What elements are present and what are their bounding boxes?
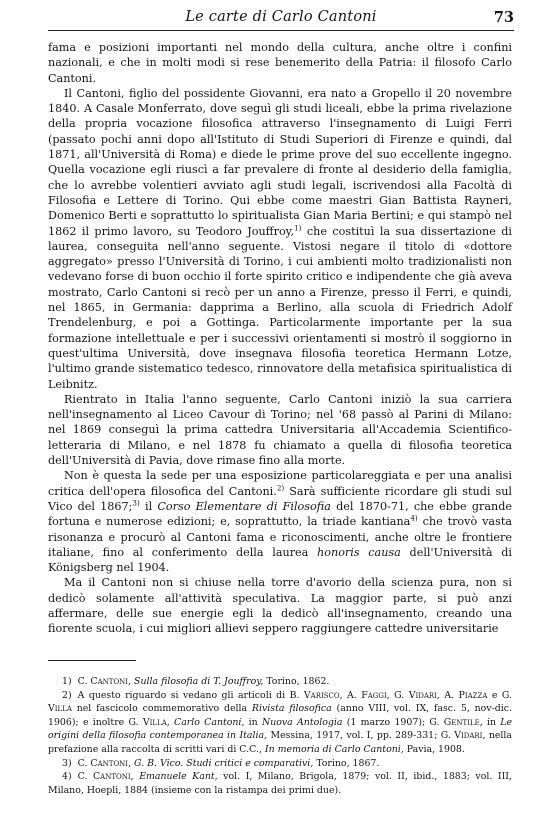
honoris-causa: honoris causa	[317, 545, 401, 559]
footnote-number: 3)	[62, 757, 72, 769]
footnote-author: B. Varisco, A. Faggi, G. Vidari, A. Piazza	[289, 689, 488, 701]
footnote-text: Messina, 1917, vol. I, pp. 289-331;	[267, 730, 441, 742]
paragraph-4-part-f: dell'Università di Königsberg nel 1904.	[48, 545, 512, 575]
footnote-rest: Torino, 1867.	[313, 757, 380, 769]
footnote-rest: Torino, 1862.	[263, 676, 330, 687]
footnote-title: Le origini della filosofia contemporanea in Italia,	[48, 716, 513, 742]
footnote-title: In memoria di Carlo Cantoni,	[264, 743, 404, 755]
footnote-title: Nuova Antologia	[262, 716, 343, 728]
paragraph-4-part-c: il	[139, 499, 158, 513]
footnote-3	[48, 757, 512, 771]
footnote-title: Sulla filosofia di T. Jouffroy,	[134, 676, 264, 687]
footnote-text: e	[487, 689, 502, 701]
footnote-ref-4: 4)	[410, 513, 418, 523]
footnote-number: 1)	[62, 676, 72, 687]
footnote-2	[48, 689, 512, 757]
running-title: Le carte di Carlo Cantoni	[185, 9, 377, 25]
footnote-text: Pavia, 1908.	[403, 743, 465, 755]
paragraph-4	[48, 468, 512, 575]
footnotes	[48, 675, 512, 797]
footnote-4	[48, 770, 512, 797]
footnote-ref-1: 1)	[294, 222, 302, 232]
footnote-text: nel fascicolo commemorativo della	[71, 703, 252, 715]
footnote-author: C. Cantoni,	[77, 771, 134, 783]
footnote-rest: vol. I, Milano, Brigola, 1879; vol. II, ibid., 1883; vol. III, Milano, Hoepli, 1884 (insieme con la ristampa dei primi due).	[48, 771, 512, 796]
footnote-title: Rivista filosofica	[251, 703, 332, 715]
paragraph-4-part-a: Non è questa la sede per una esposizione particolareggiata e per una analisi critica dell'opera filosofica del Cantoni.	[48, 469, 512, 498]
page-number: 73	[493, 9, 514, 26]
paragraph-4-part-d: del 1870-71, che ebbe grande fortuna e numerose edizioni; e, soprattutto, la triade kantiana	[48, 499, 512, 529]
paragraph-2	[48, 86, 512, 392]
footnote-ref-2: 2)	[276, 482, 285, 492]
paragraph-3: Rientrato in Italia l'anno seguente, Carlo Cantoni iniziò la sua carriera nell'insegnamento al Liceo Cavour di Torino; nel '68 passò al Parini di Milano: nel 1869 conseguì la prima cattedra Universitaria all'Accademia Scientifico-letteraria di Milano, e nel 1878 fu chiamato a quella di filosofia teoretica dell'Università di Pavia, dove rimase fino alla morte.	[48, 392, 512, 468]
footnote-author: C. Cantoni,	[77, 676, 132, 687]
paragraph-2-continued: che costituì la sua dissertazione di laurea, conseguita nell'anno seguente. Vistosi negare il titolo di «dottore aggregato» presso l'Università di Torino, i cui ambienti molto tradizionalisti non vedevano forse di buon occhio il forte spirito critico e indipendente che già aveva mostrato, Carlo Cantoni si recò per un anno a Firenze, presso il Ferri, e quindi, nel 1865, in Germania: dapprima a Berlino, alla scuola di Friedrich Adolf Trendelenburg, e poi a Gottinga. Particolarmente importante per la sua formazione intellettuale e per i successivi orientamenti si mostrò il soggiorno in quest'ultima Università, dove insegnava filosofia teoretica Hermann Lotze, l'ultimo grande sistematico tedesco, rinnovatore della metafisica spiritualistica di Leibnitz.	[48, 224, 512, 391]
footnote-number: 2)	[62, 689, 72, 701]
footnote-1	[48, 675, 512, 689]
paragraph-4-part-b: Sarà sufficiente ricordare gli studi sul Vico del 1867;	[48, 484, 513, 513]
footnote-title: G. B. Vico. Studi critici e comparativi,	[134, 757, 314, 769]
footnote-text: in	[482, 716, 501, 728]
footnote-separator	[48, 660, 136, 661]
footnote-author: G. Vidari,	[440, 730, 486, 742]
footnote-text: nella prefazione alla raccolta di scritti vari di C.C.,	[48, 730, 512, 755]
footnote-author: G. Villa,	[128, 716, 170, 728]
footnote-author: G. Villa	[48, 689, 513, 715]
work-title-corso: Corso Elementare di Filosofia	[157, 499, 331, 513]
paragraph-5: Ma il Cantoni non si chiuse nella torre d'avorio della scienza pura, non si dedicò solamente all'attività speculativa. La maggior parte, si può anzi affermare, delle sue energie egli la dedicò all'insegnamento, creando una fiorente scuola, i cui migliori allievi seppero raggiungere cattedre universitarie	[48, 576, 512, 636]
running-header	[48, 6, 514, 31]
footnote-text: (1 marzo 1907);	[342, 716, 430, 728]
paragraph-4-part-e: che trovò vasta risonanza e procurò al Cantoni fama e riconoscimenti, anche oltre le frontiere italiane, fino al conferimento della laurea	[48, 515, 512, 559]
footnote-text: in	[244, 716, 262, 728]
footnote-title: Carlo Cantoni,	[169, 716, 245, 728]
footnote-number: 4)	[62, 771, 72, 783]
footnote-title: Emanuele Kant,	[139, 771, 218, 783]
footnote-text: A questo riguardo si vedano gli articoli di	[77, 689, 290, 701]
footnote-text: (anno VIII, vol. IX, fasc. 5, nov-dic. 1906); e inoltre	[48, 703, 513, 728]
footnote-author: C. Cantoni,	[77, 757, 132, 769]
footnote-ref-3: 3)	[132, 498, 140, 508]
footnote-author: G. Gentile,	[429, 716, 483, 728]
paragraph-2-text: Il Cantoni, figlio del possidente Giovanni, era nato a Gropello il 20 novembre 1840. A Casale Monferrato, dove seguì gli studi liceali, ebbe la prima rivelazione della propria vocazione filosofica attraverso l'insegnamento di Luigi Ferri (passato pochi anni dopo all'Istituto di Studi Superiori di Firenze e quindi, dal 1871, all'Università di Roma) e diede le prime prove del suo eccellente ingegno. Quella vocazione egli riuscì a far prevalere di fronte al desiderio della famiglia, che lo avrebbe volentieri avviato agli studi legali, iscrivendosi alla Facoltà di Filosofia e Lettere di Torino. Qui ebbe come maestri Gian Battista Rayneri, Domenico Berti e soprattutto lo spiritualista Gian Maria Bertini; e qui stampò nel 1862 il primo lavoro, su Teodoro Jouffroy,	[48, 86, 512, 238]
paragraph-1: fama e posizioni importanti nel mondo della cultura, anche oltre i confini nazionali, e che in molti modi si rese benemerito della Patria: il filosofo Carlo Cantoni.	[48, 41, 512, 85]
main-text	[48, 40, 512, 637]
